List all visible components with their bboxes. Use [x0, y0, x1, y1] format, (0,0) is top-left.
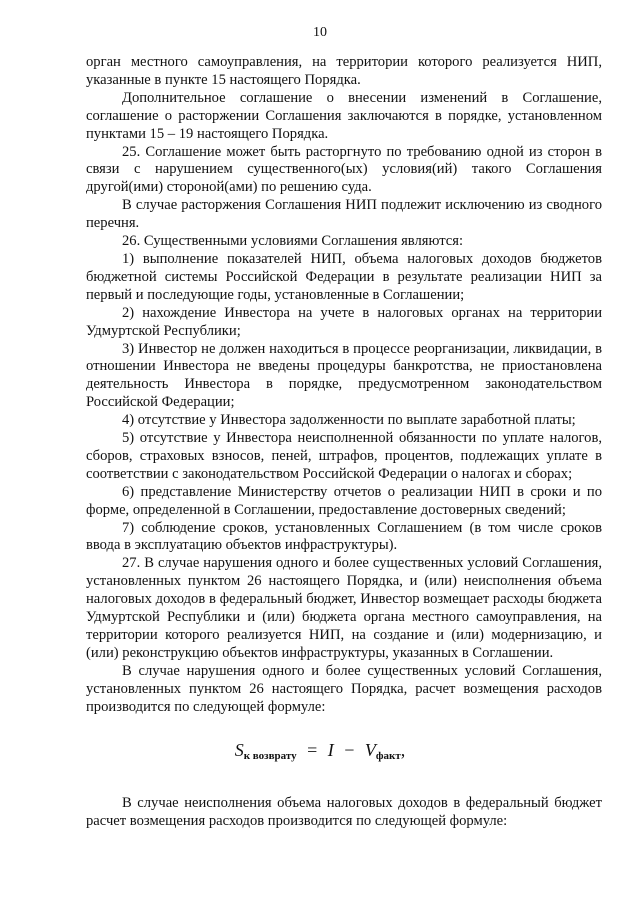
paragraph-25: 25. Соглашение может быть расторгнуто по требованию одной из сторон в связи с нарушением существенного(ых) условия(ий) такого Соглашения другой(ими) стороной(ами) по решению суда. [86, 143, 602, 196]
paragraph-termination: В случае расторжения Соглашения НИП подлежит исключению из сводного перечня. [86, 197, 602, 232]
formula-minus: − [344, 740, 355, 760]
paragraph-additional-agreement: Дополнительное соглашение о внесении изменений в Соглашение, соглашение о расторжении Соглашения заключаются в порядке, установленном пунктами 15 – 19 настоящего Порядка. [86, 89, 602, 142]
formula-term-i: I [327, 740, 334, 760]
formula-lhs-symbol: S [234, 740, 244, 760]
document-body [86, 54, 602, 717]
list-item-2: 2) нахождение Инвестора на учете в налоговых органах на территории Удмуртской Республики; [86, 304, 602, 339]
refund-formula [0, 738, 640, 768]
formula-lhs-subscript: к возврату [243, 750, 297, 762]
paragraph-federal-budget: В случае неисполнения объема налоговых доходов в федеральный бюджет расчет возмещения расходов производится по следующей формуле: [86, 795, 602, 829]
document-tail [86, 795, 602, 831]
formula-equals: = [307, 740, 318, 760]
list-item-1: 1) выполнение показателей НИП, объема налоговых доходов бюджетов бюджетной системы Российской Федерации в результате реализации НИП за первый и последующие годы, установленные в Соглашении; [86, 250, 602, 303]
formula-term-v: V [364, 740, 376, 760]
list-item-4: 4) отсутствие у Инвестора задолженности по выплате заработной платы; [122, 412, 576, 429]
formula-trailing-punct: , [400, 740, 406, 760]
formula-term-v-subscript: факт [375, 750, 401, 762]
paragraph-27: 27. В случае нарушения одного и более существенных условий Соглашения, установленных пунктом 26 настоящего Порядка, и (или) неисполнения объема налоговых доходов в федеральный бюджет, Инвестор возмещает расходы бюджета Удмуртской Республики и (или) бюджета органа местного самоуправления, на территории которого реализуется НИП, на создание и (или) модернизацию, и (или) реконструкцию объектов инфраструктуры, указанных в Соглашении. [86, 555, 602, 661]
page-number: 10 [313, 25, 327, 40]
list-item-5: 5) отсутствие у Инвестора неисполненной обязанности по уплате налогов, сборов, страховых взносов, пеней, штрафов, процентов, подлежащих уплате в соответствии с законодательством Российской Федерации о налогах и сборах; [86, 430, 602, 482]
paragraph-continuation: орган местного самоуправления, на территории которого реализуется НИП, указанные в пункте 15 настоящего Порядка. [86, 54, 602, 88]
paragraph-formula-intro: В случае нарушения одного и более существенных условий Соглашения, установленных пунктом 26 настоящего Порядка, расчет возмещения расходов производится по следующей формуле: [86, 662, 602, 715]
list-item-7: 7) соблюдение сроков, установленных Соглашением (в том числе сроков ввода в эксплуатацию объектов инфраструктуры). [86, 519, 602, 554]
list-item-3: 3) Инвестор не должен находиться в процессе реорганизации, ликвидации, в отношении Инвестора не введены процедуры банкротства, не приостановлена деятельность Инвестора в порядке, предусмотренном законодательством Российской Федерации; [86, 340, 602, 411]
paragraph-26: 26. Существенными условиями Соглашения являются: [122, 233, 464, 250]
list-item-6: 6) представление Министерству отчетов о реализации НИП в сроки и по форме, определенной в Соглашении, предоставление достоверных сведений; [86, 483, 602, 518]
